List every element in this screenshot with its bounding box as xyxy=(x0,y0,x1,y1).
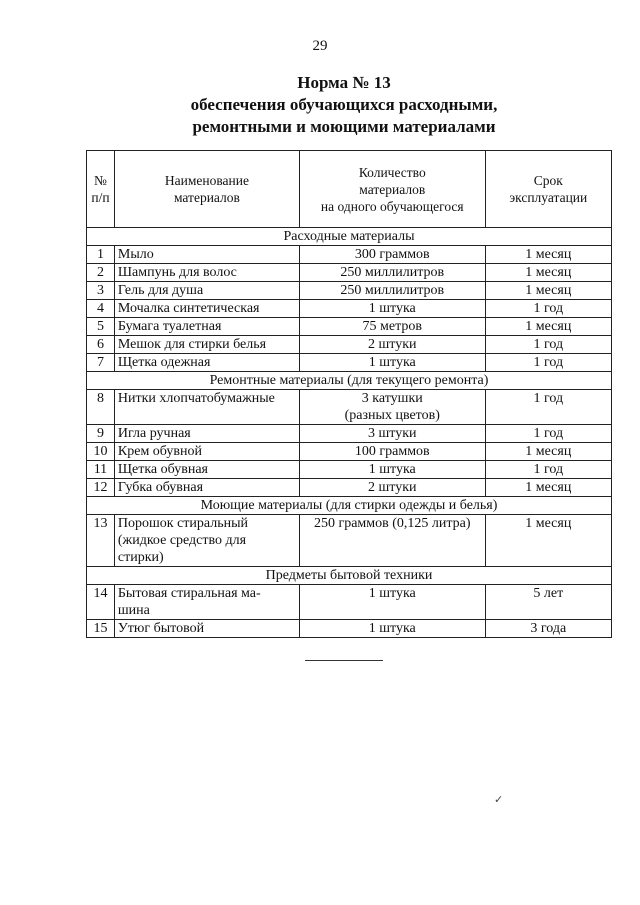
cell-term: 1 год xyxy=(485,336,611,354)
cell-qty: 3 штуки xyxy=(299,425,485,443)
cell-term: 1 месяц xyxy=(485,264,611,282)
cell-num: 5 xyxy=(87,318,115,336)
cell-name: Порошок стиральный (жидкое средство для стирки) xyxy=(114,515,299,567)
cell-num: 11 xyxy=(87,461,115,479)
cell-qty: 2 штуки xyxy=(299,479,485,497)
header-name: Наименование материалов xyxy=(114,151,299,228)
document-title xyxy=(0,72,640,138)
cell-num: 15 xyxy=(87,620,115,638)
title-line-3: ремонтными и моющими материалами xyxy=(192,117,496,136)
cell-name: Мешок для стирки белья xyxy=(114,336,299,354)
table-row xyxy=(87,336,612,354)
cell-qty: 2 штуки xyxy=(299,336,485,354)
table-row xyxy=(87,461,612,479)
cell-name: Игла ручная xyxy=(114,425,299,443)
cell-name: Крем обувной xyxy=(114,443,299,461)
cell-term: 1 месяц xyxy=(485,318,611,336)
cell-term: 1 месяц xyxy=(485,515,611,567)
table-row xyxy=(87,246,612,264)
cell-qty: 1 штука xyxy=(299,585,485,620)
cell-qty: 1 штука xyxy=(299,354,485,372)
cell-term: 1 год xyxy=(485,425,611,443)
bottom-divider xyxy=(305,660,383,661)
table-row xyxy=(87,390,612,425)
cell-name: Бытовая стиральная ма- шина xyxy=(114,585,299,620)
check-mark-icon: ✓ xyxy=(494,794,504,806)
cell-name: Щетка одежная xyxy=(114,354,299,372)
page-number: 29 xyxy=(312,38,328,54)
cell-name: Гель для душа xyxy=(114,282,299,300)
cell-num: 4 xyxy=(87,300,115,318)
cell-term: 1 месяц xyxy=(485,246,611,264)
cell-term: 1 год xyxy=(485,461,611,479)
norm-table xyxy=(86,150,612,638)
cell-term: 1 месяц xyxy=(485,282,611,300)
header-qty: Количество материалов на одного обучающегося xyxy=(299,151,485,228)
cell-qty: 75 метров xyxy=(299,318,485,336)
cell-term: 1 месяц xyxy=(485,479,611,497)
cell-num: 1 xyxy=(87,246,115,264)
title-line-2: обеспечения обучающихся расходными, xyxy=(190,95,498,114)
cell-num: 3 xyxy=(87,282,115,300)
cell-term: 1 год xyxy=(485,390,611,425)
cell-num: 10 xyxy=(87,443,115,461)
header-num: № п/п xyxy=(87,151,115,228)
table-row xyxy=(87,479,612,497)
cell-name: Бумага туалетная xyxy=(114,318,299,336)
cell-qty: 250 граммов (0,125 литра) xyxy=(299,515,485,567)
section-title: Моющие материалы (для стирки одежды и белья) xyxy=(87,497,612,515)
table-row xyxy=(87,620,612,638)
cell-name: Мочалка синтетическая xyxy=(114,300,299,318)
cell-num: 2 xyxy=(87,264,115,282)
cell-num: 8 xyxy=(87,390,115,425)
table-body xyxy=(87,228,612,638)
cell-qty: 1 штука xyxy=(299,461,485,479)
cell-qty: 1 штука xyxy=(299,300,485,318)
section-title: Предметы бытовой техники xyxy=(87,567,612,585)
table-header-row xyxy=(87,151,612,228)
cell-num: 7 xyxy=(87,354,115,372)
cell-num: 12 xyxy=(87,479,115,497)
cell-term: 1 год xyxy=(485,300,611,318)
table-row xyxy=(87,425,612,443)
cell-name: Мыло xyxy=(114,246,299,264)
cell-num: 9 xyxy=(87,425,115,443)
table-row xyxy=(87,318,612,336)
section-title: Расходные материалы xyxy=(87,228,612,246)
cell-name: Утюг бытовой xyxy=(114,620,299,638)
cell-name: Губка обувная xyxy=(114,479,299,497)
cell-num: 6 xyxy=(87,336,115,354)
section-row xyxy=(87,228,612,246)
title-line-1: Норма № 13 xyxy=(297,73,391,92)
cell-term: 1 год xyxy=(485,354,611,372)
cell-name: Щетка обувная xyxy=(114,461,299,479)
cell-qty: 300 граммов xyxy=(299,246,485,264)
cell-name: Нитки хлопчатобумажные xyxy=(114,390,299,425)
section-row xyxy=(87,372,612,390)
table-row xyxy=(87,585,612,620)
cell-term: 5 лет xyxy=(485,585,611,620)
header-term: Срок эксплуатации xyxy=(485,151,611,228)
cell-term: 3 года xyxy=(485,620,611,638)
cell-qty: 1 штука xyxy=(299,620,485,638)
section-title: Ремонтные материалы (для текущего ремонта) xyxy=(87,372,612,390)
cell-num: 14 xyxy=(87,585,115,620)
table-row xyxy=(87,300,612,318)
cell-name: Шампунь для волос xyxy=(114,264,299,282)
cell-num: 13 xyxy=(87,515,115,567)
cell-qty: 250 миллилитров xyxy=(299,282,485,300)
section-row xyxy=(87,567,612,585)
table-row xyxy=(87,354,612,372)
cell-qty: 100 граммов xyxy=(299,443,485,461)
cell-qty: 250 миллилитров xyxy=(299,264,485,282)
table-row xyxy=(87,282,612,300)
table-row xyxy=(87,443,612,461)
cell-qty: 3 катушки (разных цветов) xyxy=(299,390,485,425)
section-row xyxy=(87,497,612,515)
table-row xyxy=(87,515,612,567)
cell-term: 1 месяц xyxy=(485,443,611,461)
table-row xyxy=(87,264,612,282)
